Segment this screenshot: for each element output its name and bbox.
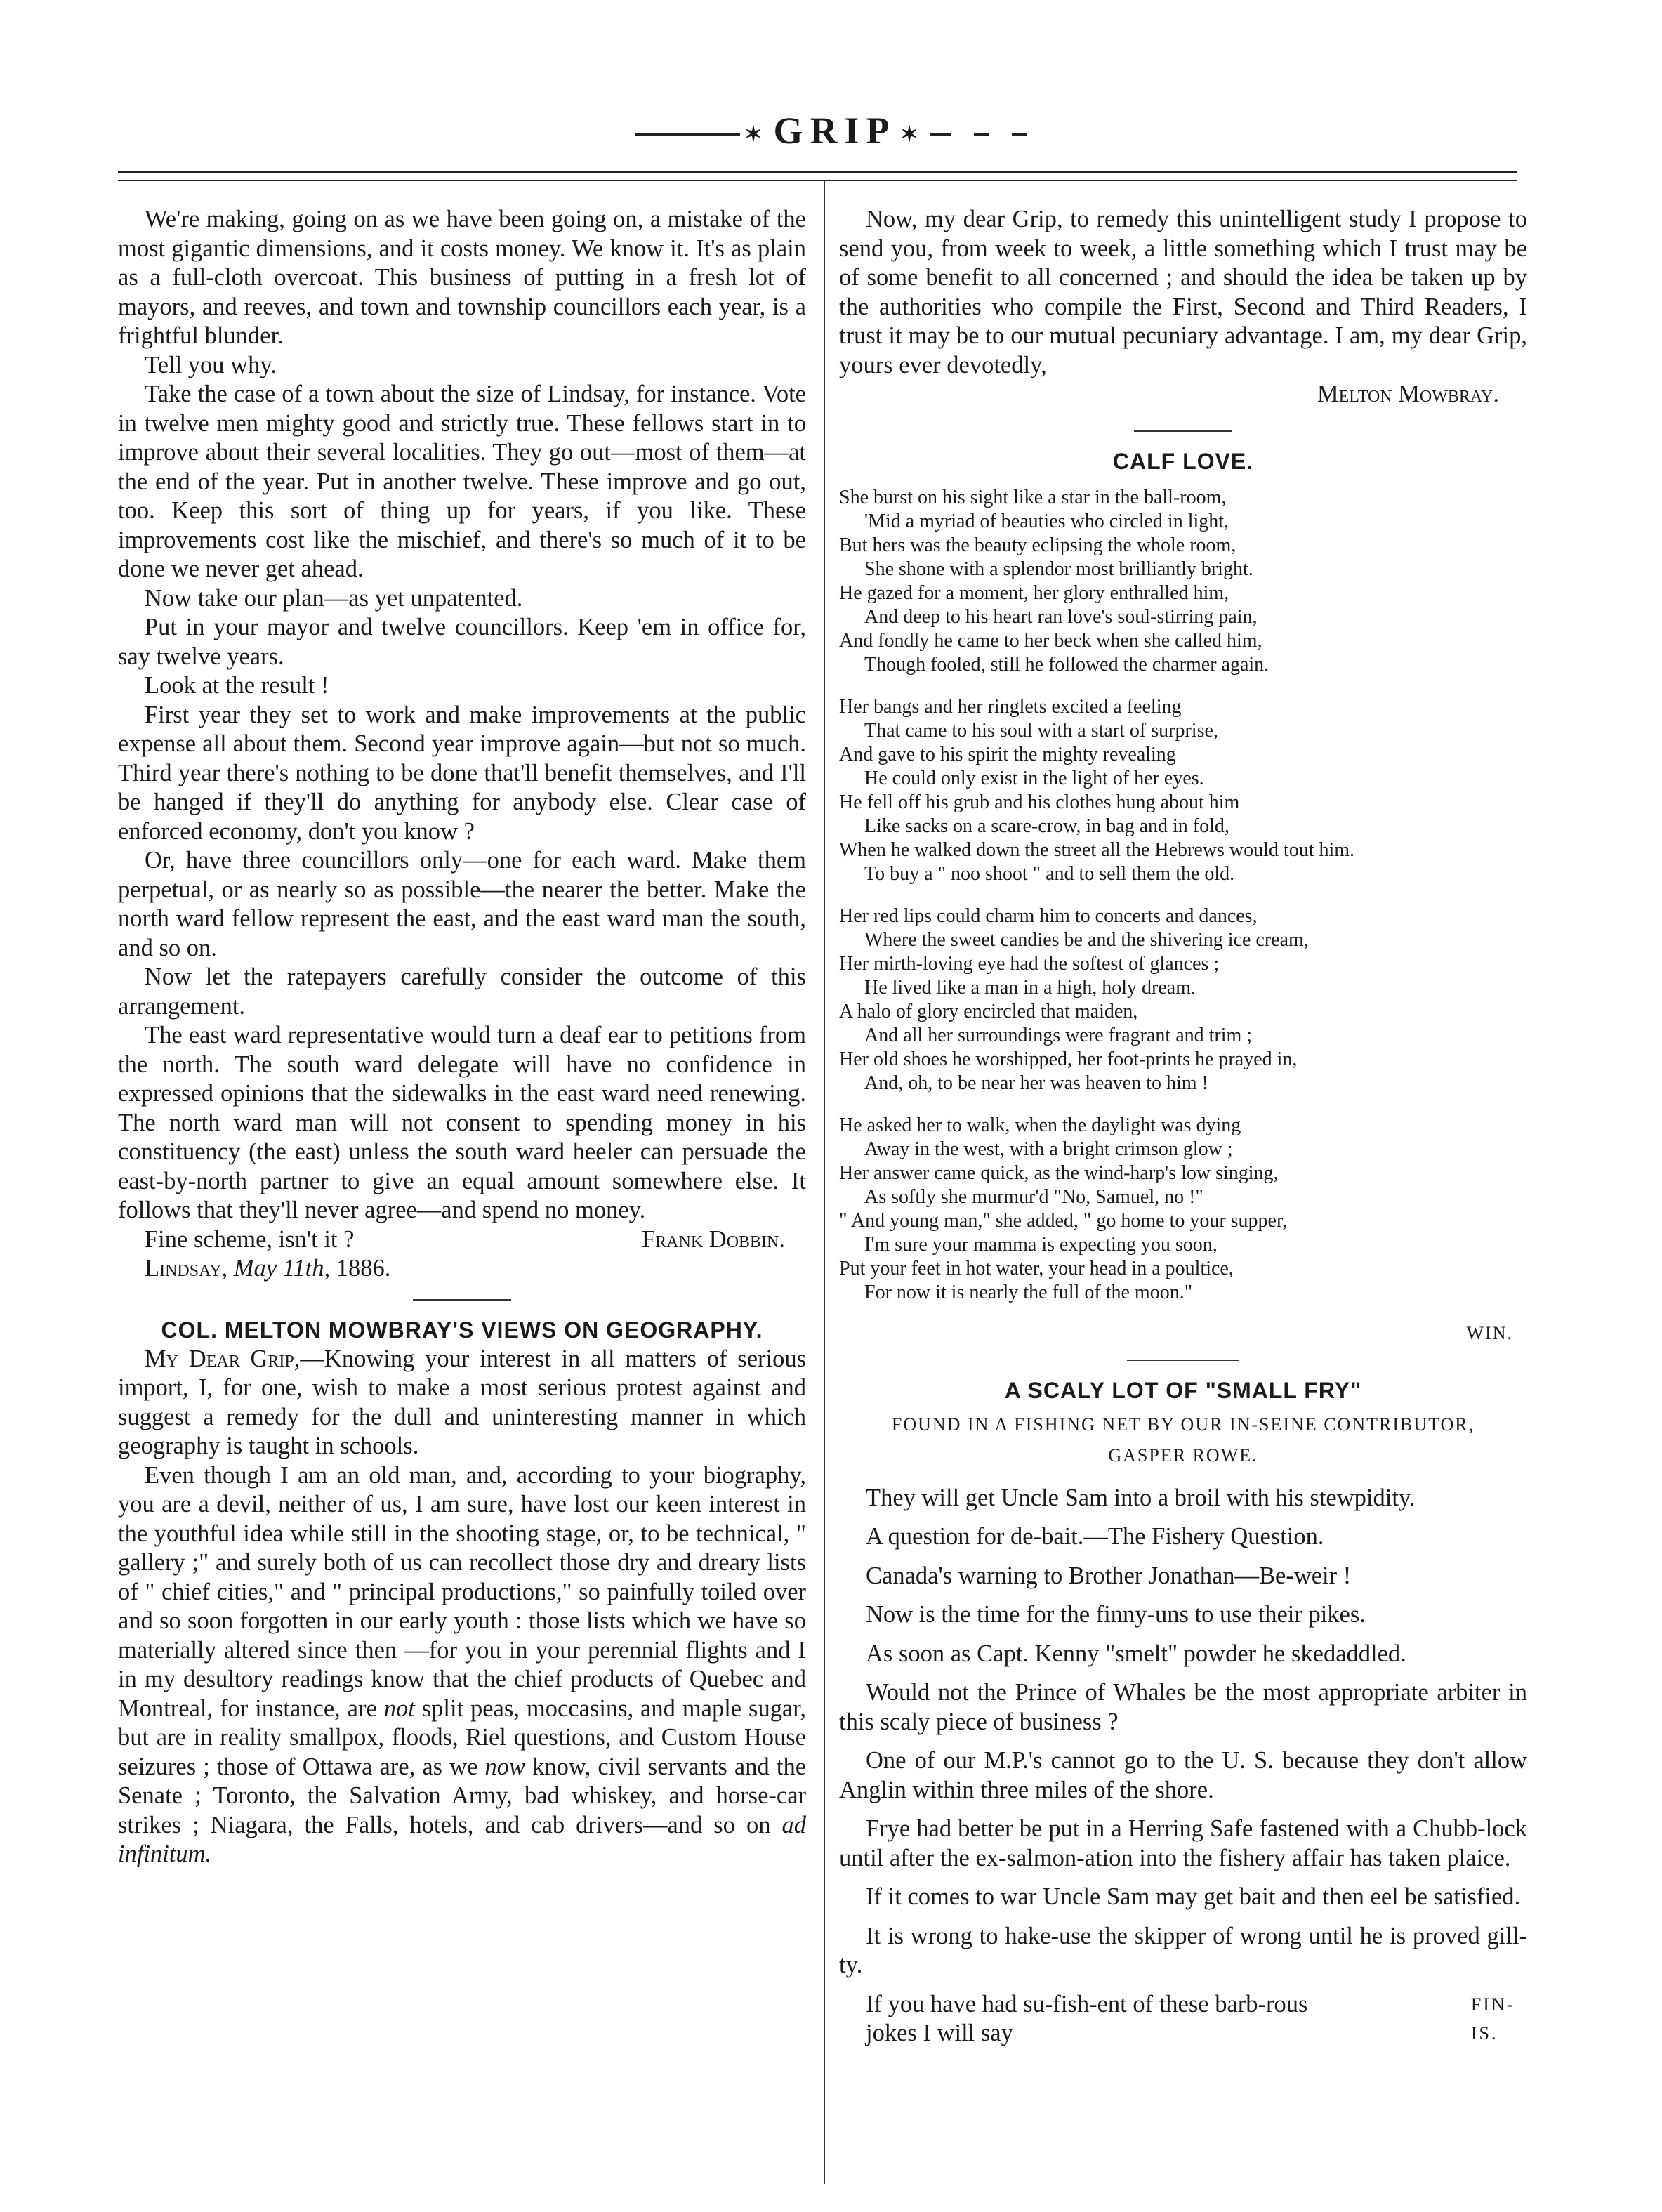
- paragraph: First year they set to work and make improvements at the public expense all about them. Second year improve again—but not so much. Third year there's nothing to be done that'll benefit themselves, and I'll be hanged if they'll do anything for anybody else. Clear case of enforced economy, don't you know ?: [118, 701, 806, 845]
- star-icon: ✶: [744, 123, 770, 147]
- poem-stanza: [839, 904, 1527, 1095]
- right-column: [839, 205, 1527, 2048]
- article-geography: [118, 1316, 806, 1869]
- paragraph-text: Even though I am an old man, and, according to your biography, you are a devil, neither of us, I am sure, have lost our keen interest in the youthful idea while still in the shooting stage, or, to be technical, " gallery ;" and surely both of us can recollect those dry and dreary lists of " chief cities," and " principal productions," so painfully toiled over and so soon forgotten in our early youth : those lists which we have so materially altered since then —for you in your perennial flights and I in my desultory readings know that the chief products of Quebec and Montreal, for instance, are: [118, 1461, 806, 1722]
- paragraph-text: know, civil servants and the Senate ; Toronto, the Salvation Army, bad whiskey, and horse-car strikes ; Niagara, the Falls, hotels, and cab drivers—and so on: [118, 1753, 807, 1838]
- paragraph: [118, 1345, 806, 1461]
- joke-item: One of our M.P.'s cannot go to the U. S. because they don't allow Anglin within three miles of the shore.: [839, 1747, 1527, 1803]
- paragraph: Look at the result !: [145, 672, 329, 699]
- article-subtitle: GASPER ROWE.: [1108, 1444, 1258, 1466]
- column-divider: [824, 181, 825, 2184]
- dateline-date: May 11th,: [233, 1255, 331, 1282]
- emphasis: not: [383, 1694, 415, 1722]
- poem-line: As softly she murmur'd "No, Samuel, no !": [864, 1185, 1203, 1208]
- poem-stanza: [839, 1114, 1527, 1305]
- joke-item: Now is the time for the finny-uns to use their pikes.: [866, 1601, 1366, 1628]
- section-divider: [1134, 430, 1232, 432]
- paragraph: The east ward representative would turn a deaf ear to petitions from the north. The south ward delegate will have no confidence in expressed opinions that the sidewalks in the east ward need renewing. The north ward man will not consent to spending money in his constituency (the east) unless the south ward heeler can persuade the east-by-north partner to give an equal amount somewhere else. It follows that they'll never agree—and spend no money.: [118, 1022, 806, 1223]
- poem-line: He lived like a man in a high, holy dream.: [864, 976, 1196, 999]
- poem-line: Her old shoes he worshipped, her foot-prints he prayed in,: [839, 1048, 1298, 1070]
- poem-line: Her answer came quick, as the wind-harp's low singing,: [839, 1161, 1279, 1184]
- header-rule: [118, 171, 1517, 173]
- poem-line: He asked her to walk, when the daylight was dying: [839, 1114, 1241, 1136]
- poem-line: He fell off his grub and his clothes hung about him: [839, 791, 1240, 813]
- signature-row: [118, 1225, 806, 1255]
- poem-line: 'Mid a myriad of beauties who circled in light,: [864, 510, 1229, 532]
- poem-line: And, oh, to be near her was heaven to him !: [864, 1072, 1208, 1094]
- paragraph: [118, 1461, 806, 1869]
- poem-line: He gazed for a moment, her glory enthralled him,: [839, 581, 1229, 604]
- paragraph: We're making, going on as we have been going on, a mistake of the most gigantic dimensions, and it costs money. We know it. It's as plain as a full-cloth overcoat. This business of putting in a fresh lot of mayors, and reeves, and town and township councillors each year, is a frightful blunder.: [118, 206, 806, 349]
- poem-line: Her mirth-loving eye had the softest of glances ;: [839, 952, 1220, 975]
- header-rule: [118, 180, 1517, 181]
- emphasis: ad infinitum.: [118, 1811, 807, 1867]
- poem-line: Though fooled, still he followed the charmer again.: [864, 653, 1269, 676]
- final-line: [839, 1990, 1527, 2048]
- joke-item: Frye had better be put in a Herring Safe fastened with a Chubb-lock until after the ex-salmon-ation into the fishery affair has taken plaice.: [839, 1815, 1527, 1871]
- poem-line: She shone with a splendor most brilliantly bright.: [864, 558, 1253, 580]
- author-signature: Melton Mowbray.: [1317, 381, 1499, 407]
- poem-title: CALF LOVE.: [1112, 448, 1254, 474]
- poem-line: And all her surroundings were fragrant and trim ;: [864, 1024, 1253, 1046]
- left-column: [118, 205, 806, 1869]
- poem-line: She burst on his sight like a star in the ball-room,: [839, 486, 1227, 508]
- paragraph: Now let the ratepayers carefully consider the outcome of this arrangement.: [118, 963, 806, 1020]
- article-title: COL. MELTON MOWBRAY'S VIEWS ON GEOGRAPHY.: [161, 1317, 763, 1343]
- paragraph: Tell you why.: [145, 351, 277, 378]
- poem-stanza: [839, 486, 1527, 677]
- poem-line: To buy a " noo shoot " and to sell them the old.: [864, 862, 1235, 885]
- joke-item: They will get Uncle Sam into a broil with his stewpidity.: [866, 1484, 1416, 1511]
- poem-line: And gave to his spirit the mighty revealing: [839, 743, 1176, 765]
- masthead-rule-right: [974, 133, 989, 136]
- poem-line: A halo of glory encircled that maiden,: [839, 1000, 1138, 1022]
- poem-line: I'm sure your mamma is expecting you soon,: [864, 1233, 1218, 1256]
- poem-signature: WIN.: [1466, 1322, 1513, 1343]
- poem-line: Her bangs and her ringlets excited a feeling: [839, 695, 1182, 718]
- section-divider: [413, 1299, 511, 1301]
- star-icon: ✶: [900, 123, 925, 147]
- poem-line: Where the sweet candies be and the shivering ice cream,: [864, 928, 1309, 951]
- paragraph-text: split peas, moccasins, and maple sugar, but are in reality smallpox, floods, Riel questions, and Custom House seizures ; those of Ottawa are, as we: [118, 1694, 806, 1780]
- poem-line: And fondly he came to her beck when she called him,: [839, 629, 1262, 652]
- dateline-year: 1886.: [336, 1255, 391, 1282]
- poem-line: Like sacks on a scare-crow, in bag and in fold,: [864, 815, 1229, 837]
- poem-line: Away in the west, with a bright crimson glow ;: [864, 1138, 1233, 1160]
- paragraph: Put in your mayor and twelve councillors. Keep 'em in office for, say twelve years.: [118, 614, 806, 670]
- poem-line: That came to his soul with a start of surprise,: [864, 719, 1218, 742]
- paragraph: Take the case of a town about the size of Lindsay, for instance. Vote in twelve men mighty good and strictly true. These fellows start in to improve about their several localities. They go out—most of them—at the end of the year. Put in another twelve. These improve and go out, too. Keep this sort of thing up for years, if you like. These improvements cost like the mischief, and there's so much of it to be done we never get ahead.: [118, 381, 806, 582]
- poem-line: He could only exist in the light of her eyes.: [864, 767, 1204, 789]
- section-divider: [1127, 1360, 1239, 1361]
- dateline-place: Lindsay,: [145, 1255, 228, 1282]
- masthead-rule-right: [930, 133, 951, 136]
- poem-calf-love: [839, 447, 1527, 1344]
- poem-line: Put your feet in hot water, your head in a poultice,: [839, 1257, 1234, 1279]
- poem-line: " And young man," she added, " go home to your supper,: [839, 1209, 1288, 1232]
- masthead: [0, 109, 1662, 152]
- poem-line: But hers was the beauty eclipsing the whole room,: [839, 534, 1236, 556]
- poem-stanza: [839, 695, 1527, 886]
- salutation: My Dear Grip,: [145, 1345, 301, 1372]
- emphasis: now: [484, 1753, 526, 1780]
- joke-item: If it comes to war Uncle Sam may get bait and then eel be satisfied.: [866, 1883, 1521, 1910]
- author-signature: Frank Dobbin.: [641, 1225, 785, 1253]
- joke-item: Canada's warning to Brother Jonathan—Be-weir !: [866, 1562, 1352, 1589]
- paragraph: Now take our plan—as yet unpatented.: [145, 584, 523, 612]
- jokes-list: [839, 1484, 1527, 1980]
- paragraph: Or, have three councillors only—one for each ward. Make them perpetual, or as nearly so as possible—the nearer the better. Make the north ward fellow represent the east, and the east ward man the south, and so on.: [118, 847, 806, 961]
- joke-item: A question for de-bait.—The Fishery Question.: [866, 1523, 1324, 1550]
- paragraph-text: —Knowing your interest in all matters of serious import, I, for one, wish to make a most serious protest against and suggest a remedy for the dull and uninteresting manner in which geography is taught in schools.: [118, 1345, 807, 1459]
- paragraph: Now, my dear Grip, to remedy this unintelligent study I propose to send you, from week to week, a little something which I trust may be of some benefit to all concerned ; and should the idea be taken up by the authorities who compile the First, Second and Third Readers, I trust it may be to our mutual pecuniary advantage. I am, my dear Grip, yours ever devotedly,: [839, 206, 1527, 378]
- closing-line: Fine scheme, isn't it ?: [145, 1225, 355, 1253]
- poem-line: And deep to his heart ran love's soul-stirring pain,: [864, 605, 1258, 628]
- dateline: [118, 1254, 806, 1284]
- poem-line: For now it is nearly the full of the moon.": [864, 1281, 1193, 1303]
- joke-item: It is wrong to hake-use the skipper of wrong until he is proved gill-ty.: [839, 1922, 1527, 1978]
- poem-line: When he walked down the street all the Hebrews would tout him.: [839, 838, 1355, 861]
- masthead-title: GRIP: [773, 110, 897, 152]
- masthead-rule-left: [635, 133, 740, 136]
- article-small-fry: [839, 1376, 1527, 2048]
- article-title: A SCALY LOT OF "SMALL FRY": [1004, 1377, 1362, 1403]
- fin-label: FIN-IS.: [1470, 1994, 1515, 2043]
- poem-body: [839, 486, 1527, 1305]
- article-town-council: [118, 205, 806, 1284]
- last-joke: If you have had su-fish-ent of these barb-rous jokes I will say: [866, 1990, 1308, 2046]
- joke-item: As soon as Capt. Kenny "smelt" powder he skedaddled.: [866, 1640, 1406, 1667]
- joke-item: Would not the Prince of Whales be the most appropriate arbiter in this scaly piece of business ?: [839, 1679, 1527, 1735]
- masthead-rule-right: [1012, 133, 1027, 136]
- poem-line: Her red lips could charm him to concerts and dances,: [839, 904, 1258, 927]
- article-subtitle: FOUND IN A FISHING NET BY OUR IN-SEINE CONTRIBUTOR,: [891, 1414, 1475, 1435]
